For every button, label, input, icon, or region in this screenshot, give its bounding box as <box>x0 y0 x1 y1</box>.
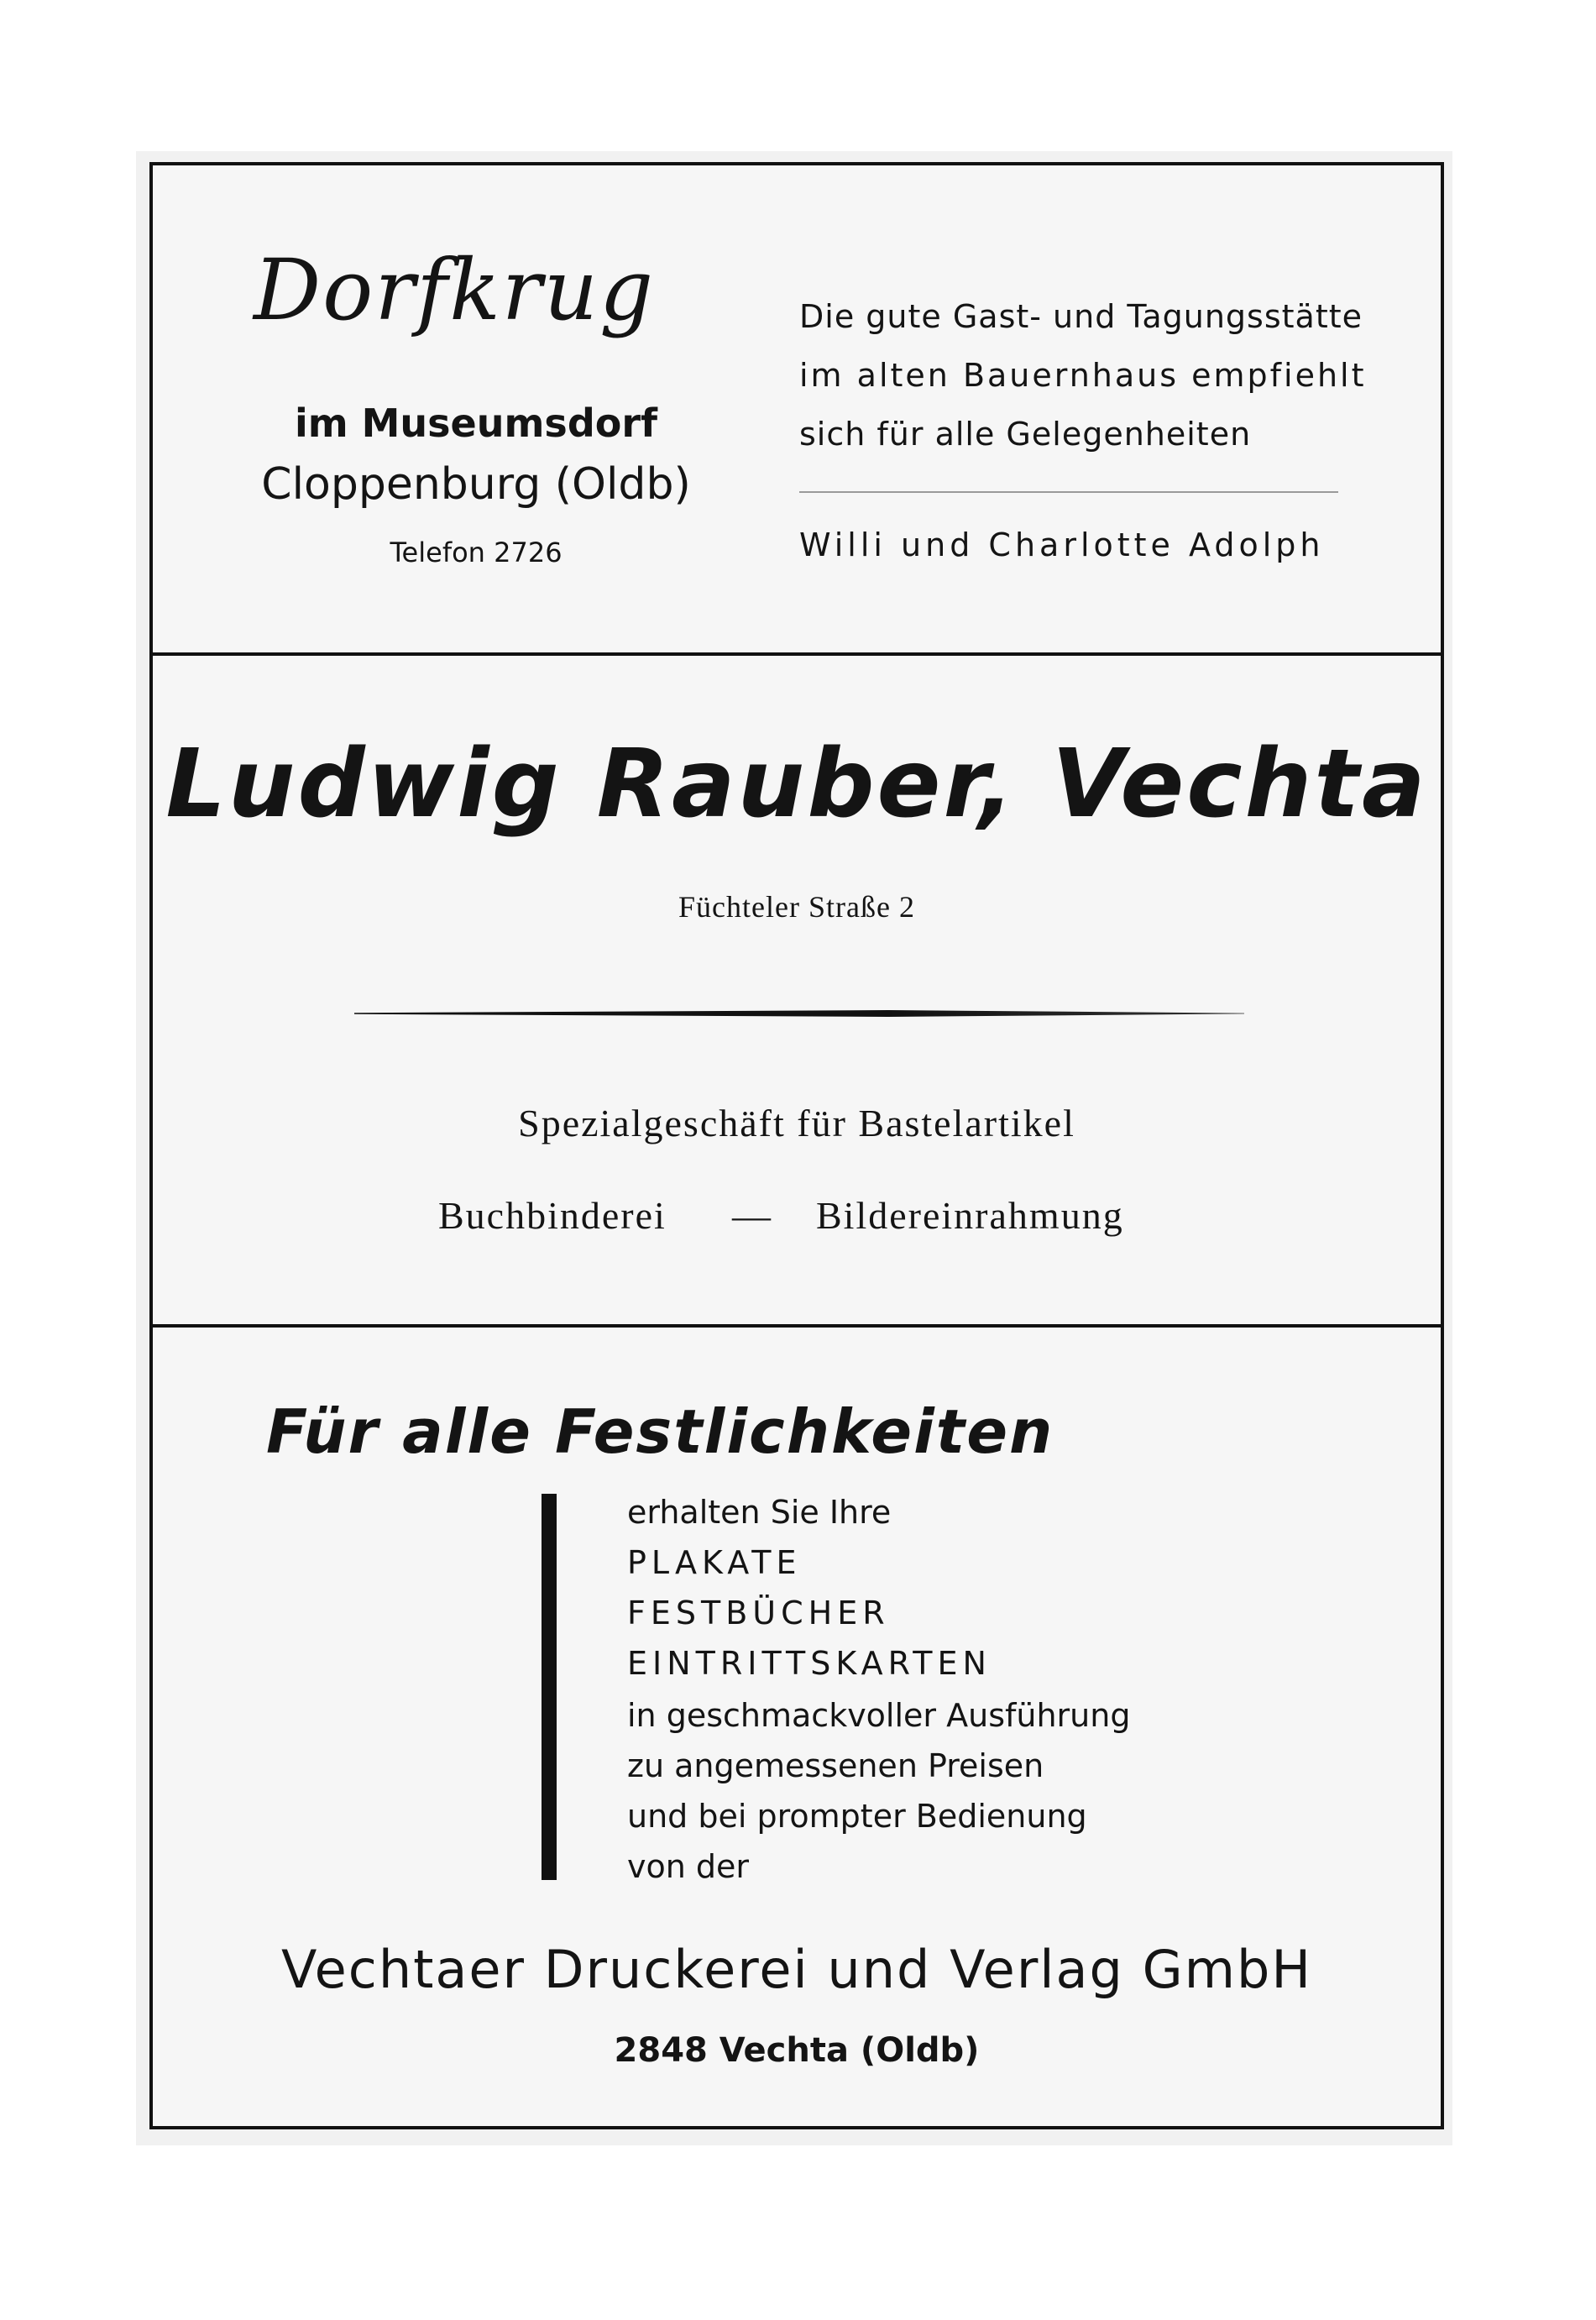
divider-line <box>799 491 1338 493</box>
druckerei-line: EINTRITTSKARTEN <box>627 1645 992 1682</box>
rauber-service-bookbinding: Buchbinderei <box>438 1194 667 1237</box>
druckerei-ad <box>153 1328 1441 2126</box>
druckerei-line: PLAKATE <box>627 1544 802 1581</box>
rauber-address: Füchteler Straße 2 <box>678 890 915 924</box>
advertisement-page <box>149 162 1444 2129</box>
rauber-specialty: Spezialgeschäft für Bastelartikel <box>518 1102 1075 1144</box>
dorfkrug-description-line: Die gute Gast- und Tagungsstätte <box>799 298 1363 335</box>
dorfkrug-description-line: sich für alle Gelegenheiten <box>799 416 1252 453</box>
druckerei-line: in geschmackvoller Ausführung <box>627 1697 1131 1734</box>
rauber-ad <box>153 656 1441 1328</box>
dorfkrug-owners: Willi und Charlotte Adolph <box>799 526 1325 563</box>
druckerei-line: von der <box>627 1848 750 1885</box>
druckerei-heading: Für alle Festlichkeiten <box>266 1396 1054 1467</box>
druckerei-line: erhalten Sie Ihre <box>627 1494 892 1531</box>
dash-separator: — <box>732 1194 771 1237</box>
divider-rule <box>354 1010 1244 1017</box>
dorfkrug-city: Cloppenburg (Oldb) <box>261 459 691 510</box>
dorfkrug-description-line: im alten Bauernhaus empfiehlt <box>799 357 1367 394</box>
dorfkrug-ad <box>153 165 1441 656</box>
druckerei-line: und bei prompter Bedienung <box>627 1798 1087 1835</box>
dorfkrug-phone: Telefon 2726 <box>390 537 563 568</box>
druckerei-line: FESTBÜCHER <box>627 1595 890 1631</box>
druckerei-company: Vechtaer Druckerei und Verlag GmbH <box>280 1939 1313 2000</box>
vertical-bar <box>542 1494 557 1880</box>
dorfkrug-location: im Museumsdorf <box>294 401 658 446</box>
rauber-logo: Ludwig Rauber, Vechta <box>165 730 1428 839</box>
dorfkrug-logo: Dorfkrug <box>254 241 656 339</box>
druckerei-address: 2848 Vechta (Oldb) <box>614 2031 980 2070</box>
druckerei-line: zu angemessenen Preisen <box>627 1747 1044 1784</box>
rauber-service-framing: Bildereinrahmung <box>816 1194 1124 1237</box>
